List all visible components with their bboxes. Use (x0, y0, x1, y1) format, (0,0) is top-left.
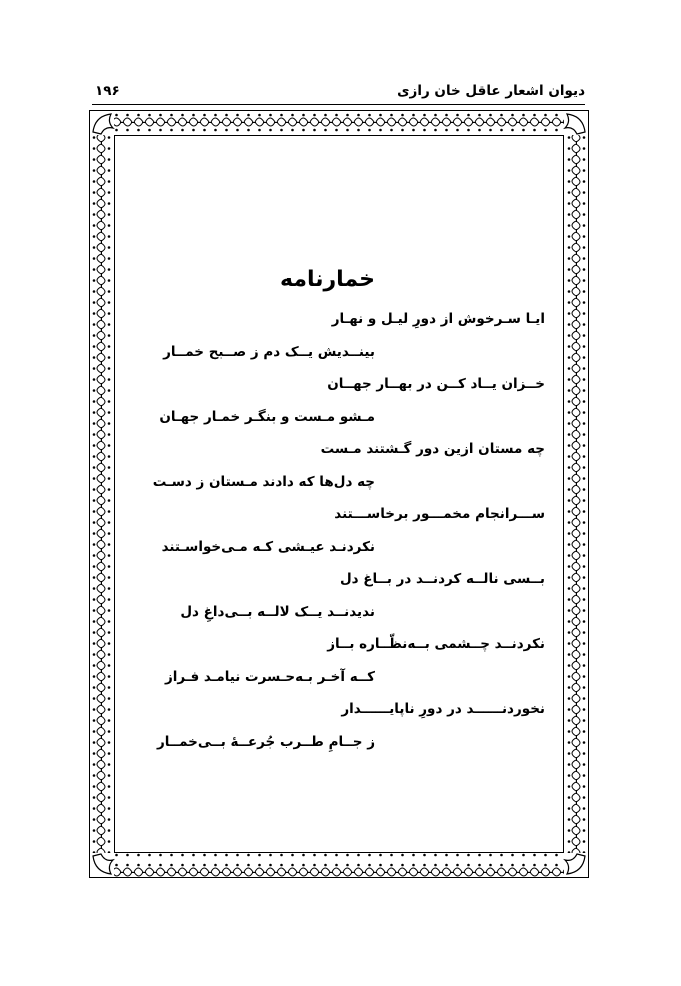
verse-line: نخوردنــــــد در دورِ ناپایــــــدار (341, 701, 545, 717)
verse-line: کــه آخـر بـه‌حـسرت نیامـد فـراز (164, 668, 375, 685)
verse-line: بــسی نالــه کردنــد در بــاغ دل (339, 571, 545, 587)
verse-line: چه دل‌ها که دادند مـستان ز دسـت (152, 473, 375, 490)
poem-title: خمارنامه (279, 267, 375, 292)
verse-line: ایـا سـرخوش از دورِ لیـل و نهـار (331, 311, 545, 327)
verse-line: مـشو مـست و بنگـر خمـار جهـان (159, 408, 375, 425)
header-rule (92, 104, 585, 105)
book-title: دیوان اشعار عاقل خان رازی (397, 83, 585, 99)
poem-verses (130, 303, 550, 758)
verse-line: خــزان یــاد کــن در بهــار جهــان (327, 376, 545, 392)
verse-line: بینــدیش یــک دم ز صــبح خمــار (163, 343, 375, 360)
verse-line: ز جــامِ طــرب جُرعــهٔ بــی‌خمــار (157, 733, 375, 750)
verse-line: نکردنــد چــشمی بــه‌نظّــاره بــاز (327, 636, 545, 652)
page-number: ۱۹۶ (95, 83, 120, 99)
page-header (95, 80, 585, 102)
verse-line: چه مستان ازین دور گـشتند مـست (320, 441, 545, 457)
verse-line: ندیدنــد یــک لالــه بــی‌داغِ دل (180, 603, 375, 620)
verse-line: نکردنـد عیـشی کـه مـی‌خواسـتند (161, 538, 375, 555)
verse-line: ســـرانجام مخمـــور برخاســـتند (334, 506, 545, 522)
